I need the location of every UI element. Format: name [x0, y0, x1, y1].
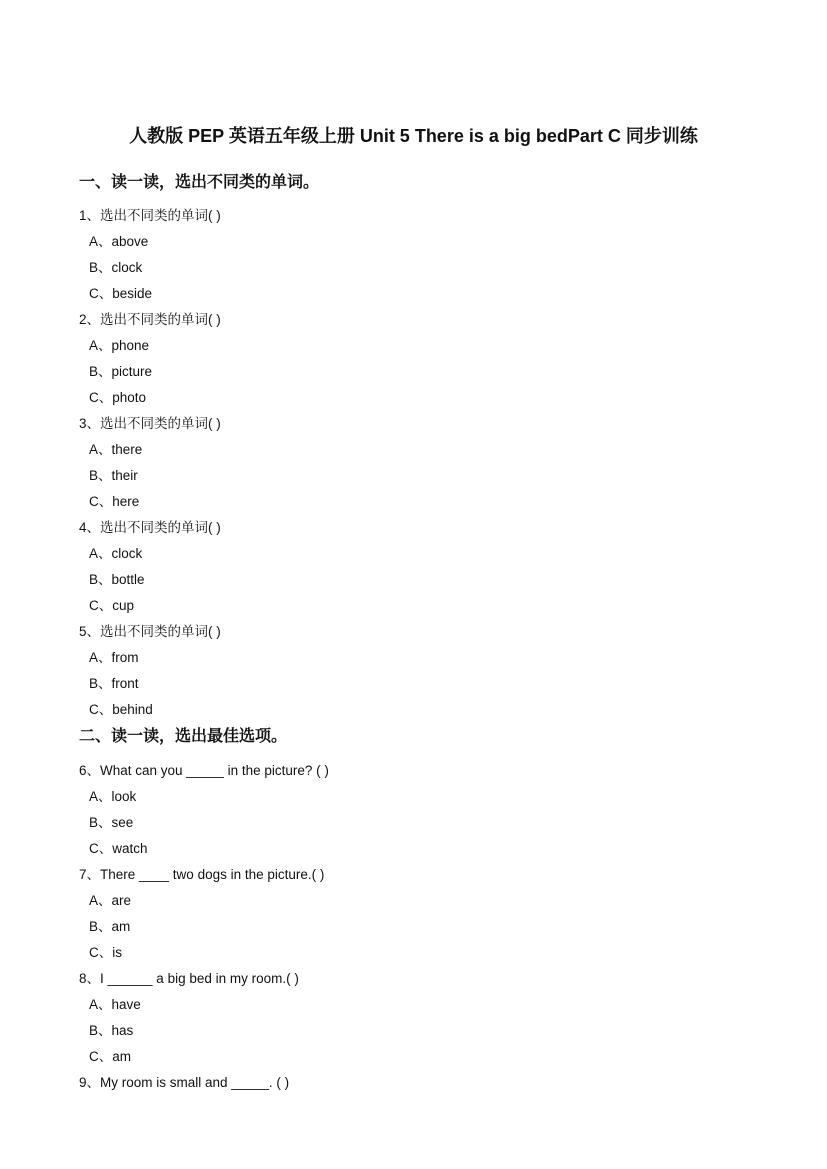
- question-7-option-a: A、are: [89, 893, 132, 908]
- question-5-option-a: A、from: [89, 650, 139, 665]
- question-5: 5、选出不同类的单词( ): [79, 624, 221, 639]
- question-3: 3、选出不同类的单词( ): [79, 416, 221, 431]
- question-1: 1、选出不同类的单词( ): [79, 208, 221, 223]
- question-8-option-b: B、has: [89, 1023, 134, 1038]
- question-6: 6、What can you _____ in the picture? ( ): [79, 763, 329, 778]
- question-2: 2、选出不同类的单词( ): [79, 312, 221, 327]
- question-8-option-c: C、am: [89, 1049, 132, 1064]
- question-3-option-c: C、here: [89, 494, 140, 509]
- question-7-option-c: C、is: [89, 945, 122, 960]
- question-1-option-b: B、clock: [89, 260, 143, 275]
- question-9: 9、My room is small and _____. ( ): [79, 1075, 290, 1090]
- section-heading-1: 一、读一读，选出不同类的单词。: [79, 174, 320, 191]
- question-8-option-a: A、have: [89, 997, 141, 1012]
- question-6-option-a: A、look: [89, 789, 137, 804]
- page-title: 人教版 PEP 英语五年级上册 Unit 5 There is a big bedPart C 同步训练: [129, 126, 698, 146]
- question-3-option-a: A、there: [89, 442, 143, 457]
- question-6-option-b: B、see: [89, 815, 134, 830]
- question-3-option-b: B、their: [89, 468, 138, 483]
- question-8: 8、I ______ a big bed in my room.( ): [79, 971, 299, 986]
- question-7: 7、There ____ two dogs in the picture.( ): [79, 867, 325, 882]
- question-7-option-b: B、am: [89, 919, 131, 934]
- question-6-option-c: C、watch: [89, 841, 148, 856]
- question-4-option-b: B、bottle: [89, 572, 145, 587]
- question-4-option-a: A、clock: [89, 546, 143, 561]
- question-5-option-c: C、behind: [89, 702, 153, 717]
- question-1-option-a: A、above: [89, 234, 149, 249]
- question-2-option-b: B、picture: [89, 364, 153, 379]
- question-4-option-c: C、cup: [89, 598, 135, 613]
- question-2-option-a: A、phone: [89, 338, 150, 353]
- section-heading-2: 二、读一读，选出最佳选项。: [79, 728, 288, 745]
- question-4: 4、选出不同类的单词( ): [79, 520, 221, 535]
- question-1-option-c: C、beside: [89, 286, 153, 301]
- question-5-option-b: B、front: [89, 676, 139, 691]
- question-2-option-c: C、photo: [89, 390, 147, 405]
